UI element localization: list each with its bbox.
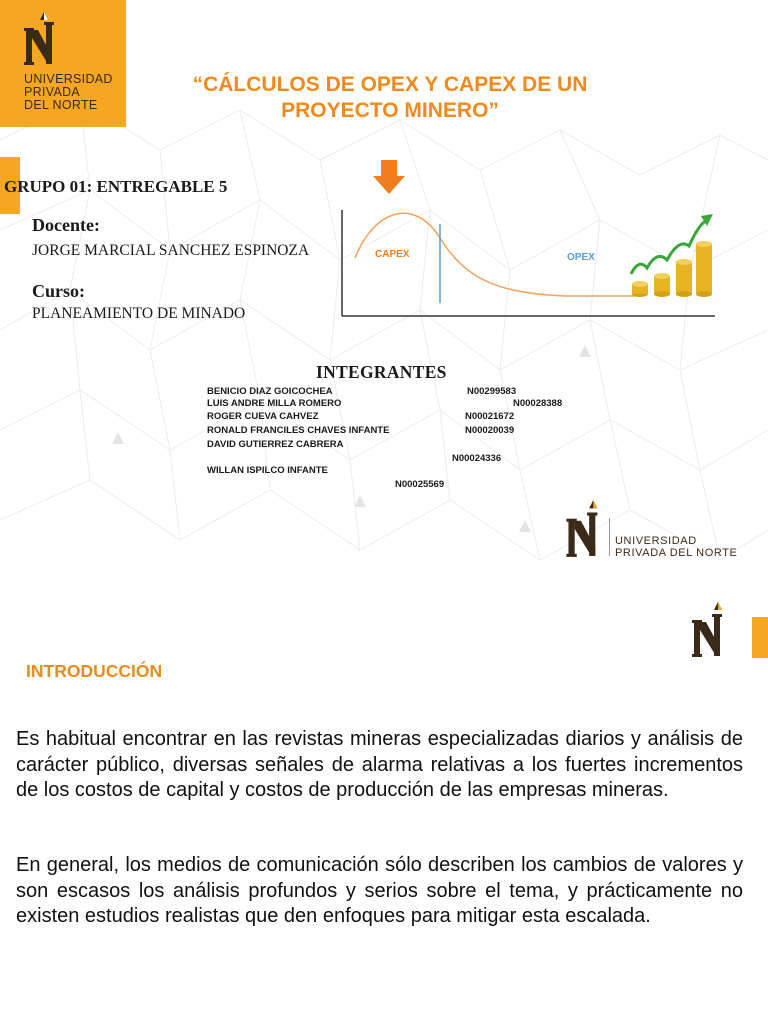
member-code: N00028388	[513, 398, 563, 409]
logo-divider	[609, 518, 610, 556]
member-name: BENICIO DIAZ GOICOCHEA	[207, 386, 333, 397]
logo-line-2: PRIVADA	[24, 85, 81, 99]
member-code: N00020039	[465, 425, 515, 436]
logo-line-3: DEL NORTE	[24, 98, 98, 112]
member-code: N00025569	[395, 479, 445, 490]
member-code: N00021672	[465, 411, 515, 422]
introduction-slide	[0, 576, 768, 1024]
introduction-paragraph-1: Es habitual encontrar en las revistas mineras especializadas diarios y análisis de carácter público, diversas señales de alarma relativas a los fuertes incrementos de los costos de capital y costos de producción de las empresas mineras.	[16, 728, 743, 801]
orange-side-tab	[752, 617, 768, 658]
docente-name: JORGE MARCIAL SANCHEZ ESPINOZA	[32, 242, 310, 259]
member-name: DAVID GUTIERREZ CABRERA	[207, 439, 344, 450]
capex-opex-illustration	[335, 158, 720, 320]
member-name: WILLAN ISPILCO INFANTE	[207, 465, 328, 476]
coin-stacks-icon	[631, 214, 713, 297]
university-logo-text	[615, 535, 737, 559]
member-name: ROGER CUEVA CAHVEZ	[207, 411, 319, 422]
introduction-heading: INTRODUCCIÓN	[26, 661, 163, 681]
university-n-logo-icon	[562, 498, 608, 560]
capex-label: CAPEX	[375, 249, 410, 260]
university-n-logo-icon	[690, 600, 730, 660]
curso-name: PLANEAMIENTO DE MINADO	[32, 305, 246, 322]
university-n-logo-icon	[22, 8, 62, 68]
member-name: RONALD FRANCILES CHAVES INFANTE	[207, 425, 390, 436]
university-logo-text	[24, 73, 113, 112]
down-arrow-icon	[373, 160, 405, 194]
logo-line-1: UNIVERSIDAD	[24, 72, 113, 86]
members-heading: INTEGRANTES	[316, 362, 447, 382]
university-logo-footer	[562, 498, 762, 560]
introduction-paragraph-2: En general, los medios de comunicación sólo describen los cambios de valores y son escasos los análisis profundos y serios sobre el tema, y prácticamente no existen estudios realistas que den enfoques para mitigar esta escalada.	[16, 854, 743, 927]
member-code: N00299583	[467, 386, 517, 397]
title-line-1: “CÁLCULOS DE OPEX Y CAPEX DE UN	[192, 73, 588, 96]
logo2-line-1: UNIVERSIDAD	[615, 535, 697, 547]
group-heading: GRUPO 01: ENTREGABLE 5	[4, 177, 228, 196]
docente-label: Docente:	[32, 215, 100, 235]
slide-title	[150, 72, 630, 124]
member-code: N00024336	[452, 453, 502, 464]
logo2-line-2: PRIVADA DEL NORTE	[615, 547, 738, 559]
member-name: LUIS ANDRE MILLA ROMERO	[207, 398, 342, 409]
curso-label: Curso:	[32, 281, 85, 301]
opex-label: OPEX	[567, 252, 595, 263]
title-line-2: PROYECTO MINERO”	[281, 99, 499, 122]
university-logo	[0, 0, 126, 127]
